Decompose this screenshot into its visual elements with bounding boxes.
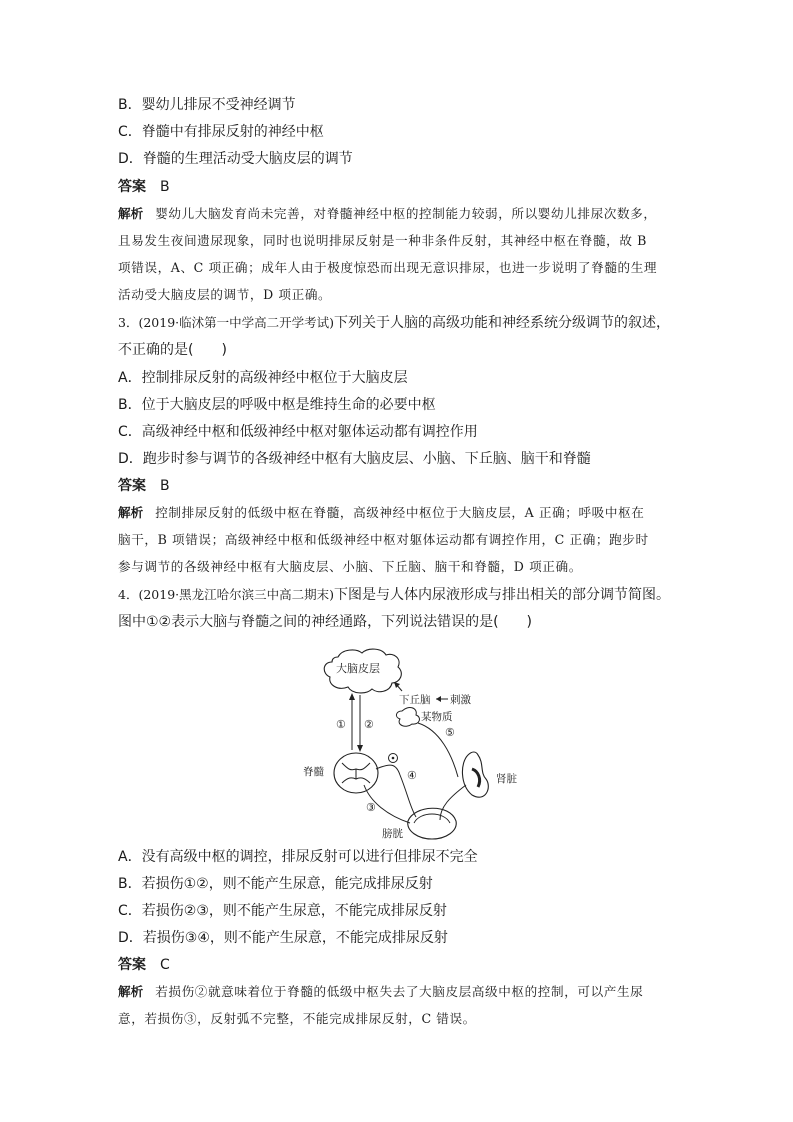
grey-matter xyxy=(342,763,370,783)
kidney-label: 肾脏 xyxy=(496,773,517,785)
q4-stem xyxy=(118,586,670,604)
explanation-line: 项错误，A、C 项正确；成年人由于极度惊恐而出现无意识排尿，也进一步说明了脊髓的生理 xyxy=(118,260,658,275)
substance-label: 某物质 xyxy=(421,711,453,723)
bladder-inner xyxy=(414,814,450,823)
label-5: ⑤ xyxy=(445,726,455,739)
q3-option-a: A．控制排尿反射的高级神经中枢位于大脑皮层 xyxy=(118,370,408,386)
explanation-line: 解析 婴幼儿大脑发育尚未完善，对脊髓神经中枢的控制能力较弱，所以婴幼儿排尿次数多， xyxy=(118,206,657,221)
answer-value: C xyxy=(160,957,170,973)
pathway-2-arrowhead xyxy=(357,745,363,752)
option-b: B．婴幼儿排尿不受神经调节 xyxy=(118,97,296,113)
option-d: D．脊髓的生理活动受大脑皮层的调节 xyxy=(118,151,353,167)
q4-stem-text: 下图是与人体内尿液形成与排出相关的部分调节简图。 xyxy=(334,587,670,603)
q3-answer-row xyxy=(118,477,170,495)
q4-option-c: C．若损伤②③，则不能产生尿意，不能完成排尿反射 xyxy=(118,903,447,919)
q3-stem-line2: 不正确的是( ) xyxy=(118,342,227,358)
explanation-line: 脑干，B 项错误；高级神经中枢和低级神经中枢对躯体运动都有调控作用，C 正确；跑步时 xyxy=(118,532,649,547)
explanation-line: 活动受大脑皮层的调节，D 项正确。 xyxy=(118,287,332,302)
hypothalamus-label: 下丘脑 xyxy=(399,694,431,706)
ureter xyxy=(440,785,466,820)
q4-option-d: D．若损伤③④，则不能产生尿意，不能完成排尿反射 xyxy=(118,930,448,946)
q3-stem xyxy=(118,314,670,332)
q4-answer-row xyxy=(118,956,170,974)
urination-regulation-diagram xyxy=(290,645,530,840)
answer-value: B xyxy=(160,478,170,494)
stimulus-arrowhead xyxy=(436,696,441,702)
explain-label: 解析 xyxy=(118,206,144,221)
q4-option-a: A．没有高级中枢的调控，排尿反射可以进行但排尿不完全 xyxy=(118,849,478,865)
q3-option-c: C．高级神经中枢和低级神经中枢对躯体运动都有调控作用 xyxy=(118,424,478,440)
q4-stem-line2: 图中①②表示大脑与脊髓之间的神经通路，下列说法错误的是( ) xyxy=(118,614,533,630)
label-4: ④ xyxy=(407,769,417,782)
spinal-cord-label: 脊髓 xyxy=(303,766,324,778)
answer-label: 答案 xyxy=(118,478,146,494)
q4-option-b: B．若损伤①②，则不能产生尿意，能完成排尿反射 xyxy=(118,876,433,892)
answer-row xyxy=(118,178,170,196)
q3-option-d: D．跑步时参与调节的各级神经中枢有大脑皮层、小脑、下丘脑、脑干和脊髓 xyxy=(118,451,591,467)
explanation-line: 参与调节的各级神经中枢有大脑皮层、小脑、下丘脑、脑干和脊髓，D 项正确。 xyxy=(118,559,582,574)
stimulus-label: 刺激 xyxy=(450,694,471,706)
explanation-line: 且易发生夜间遗尿现象，同时也说明排尿反射是一种非条件反射，其神经中枢在脊髓，故 B xyxy=(118,233,648,248)
answer-value: B xyxy=(160,179,170,195)
explain-label: 解析 xyxy=(118,505,144,520)
cortex-label: 大脑皮层 xyxy=(336,662,380,675)
pathway-1-arrowhead xyxy=(349,693,355,700)
explain-label: 解析 xyxy=(118,984,144,999)
label-1: ① xyxy=(336,718,346,731)
q3-option-b: B．位于大脑皮层的呼吸中枢是维持生命的必要中枢 xyxy=(118,397,436,413)
explanation-line: 解析 控制排尿反射的低级中枢在脊髓，高级神经中枢位于大脑皮层，A 正确；呼吸中枢在 xyxy=(118,505,645,520)
kidney-shape xyxy=(462,752,488,797)
q4-source: 4．(2019·黑龙江哈尔滨三中高二期末) xyxy=(118,587,334,602)
explanation-line: 解析 若损伤②就意味着位于脊髓的低级中枢失去了大脑皮层高级中枢的控制，可以产生尿 xyxy=(118,984,644,999)
option-c: C．脊髓中有排尿反射的神经中枢 xyxy=(118,124,324,140)
answer-label: 答案 xyxy=(118,179,146,195)
bladder-shape xyxy=(408,808,456,839)
label-2: ② xyxy=(364,718,374,731)
renal-pelvis xyxy=(472,769,480,787)
substance-shape xyxy=(396,708,419,727)
bladder-label: 膀胱 xyxy=(382,828,403,840)
q3-source: 3．(2019·临沭第一中学高二开学考试) xyxy=(118,315,334,330)
answer-label: 答案 xyxy=(118,957,146,973)
explanation-line: 意，若损伤③，反射弧不完整，不能完成排尿反射，C 错误。 xyxy=(118,1011,476,1026)
q3-stem-text: 下列关于人脑的高级功能和神经系统分级调节的叙述， xyxy=(334,315,670,331)
label-3: ③ xyxy=(366,801,376,814)
